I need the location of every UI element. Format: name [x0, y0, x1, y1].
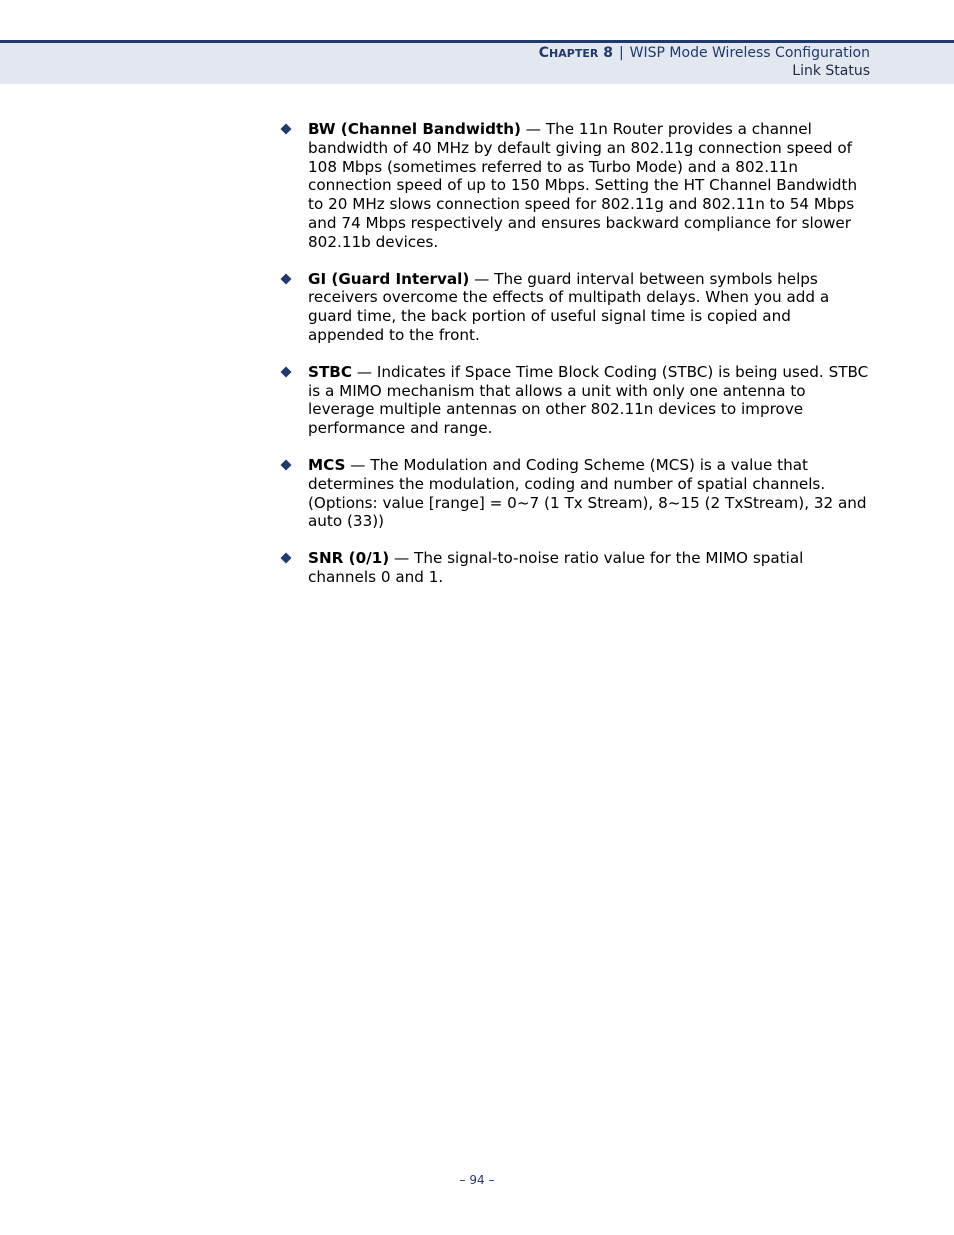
item-text: — Indicates if Space Time Block Coding (STBC) is being used. STBC is a MIMO mechanism that allows a unit with only one antenna to leverage multiple antennas on other 802.11n devices to improve performance and range.	[308, 362, 869, 438]
item-term: SNR (0/1)	[308, 549, 390, 568]
list-item	[280, 120, 870, 252]
chapter-heading	[539, 45, 870, 61]
chapter-label-rest: HAPTER	[549, 47, 599, 60]
item-term: GI (Guard Interval)	[308, 269, 470, 288]
item-text: — The signal-to-noise ratio value for the MIMO spatial channels 0 and 1.	[308, 549, 804, 586]
diamond-bullet-icon	[280, 459, 292, 471]
item-term: MCS	[308, 455, 346, 474]
item-text: — The 11n Router provides a channel bandwidth of 40 MHz by default giving an 802.11g connection speed of 108 Mbps (sometimes referred to as Turbo Mode) and a 802.11n connection speed of up to 150 Mbps. Setting the HT Channel Bandwidth to 20 MHz slows connection speed for 802.11g and 802.11n to 54 Mbps and 74 Mbps respectively and ensures backward compliance for slower 802.11b devices.	[308, 120, 858, 251]
list-item	[280, 270, 870, 345]
item-term: BW (Channel Bandwidth)	[308, 120, 521, 138]
item-text: — The guard interval between symbols helps receivers overcome the effects of multipath delays. When you add a guard time, the back portion of useful signal time is copied and appended to the front.	[308, 269, 830, 344]
chapter-label	[539, 45, 613, 61]
item-term: STBC	[308, 362, 353, 381]
page-number: – 94 –	[459, 1173, 495, 1187]
list-item	[280, 456, 870, 531]
section-title: WISP Mode Wireless Configuration	[629, 45, 870, 61]
chapter-label-initial: C	[538, 45, 550, 61]
diamond-bullet-icon	[280, 552, 292, 564]
item-text: — The Modulation and Coding Scheme (MCS) is a value that determines the modulation, coding and number of spatial channels. (Options: value [range] = 0~7 (1 Tx Stream), 8~15 (2 TxStream), 32 and auto (33))	[308, 455, 867, 531]
bullet-list	[280, 120, 870, 605]
diamond-bullet-icon	[280, 123, 292, 135]
diamond-bullet-icon	[280, 273, 292, 285]
chapter-number: 8	[603, 45, 613, 61]
subsection-title: Link Status	[792, 63, 870, 79]
header-separator: |	[618, 45, 624, 61]
list-item	[280, 549, 870, 587]
diamond-bullet-icon	[280, 366, 292, 378]
list-item	[280, 363, 870, 438]
